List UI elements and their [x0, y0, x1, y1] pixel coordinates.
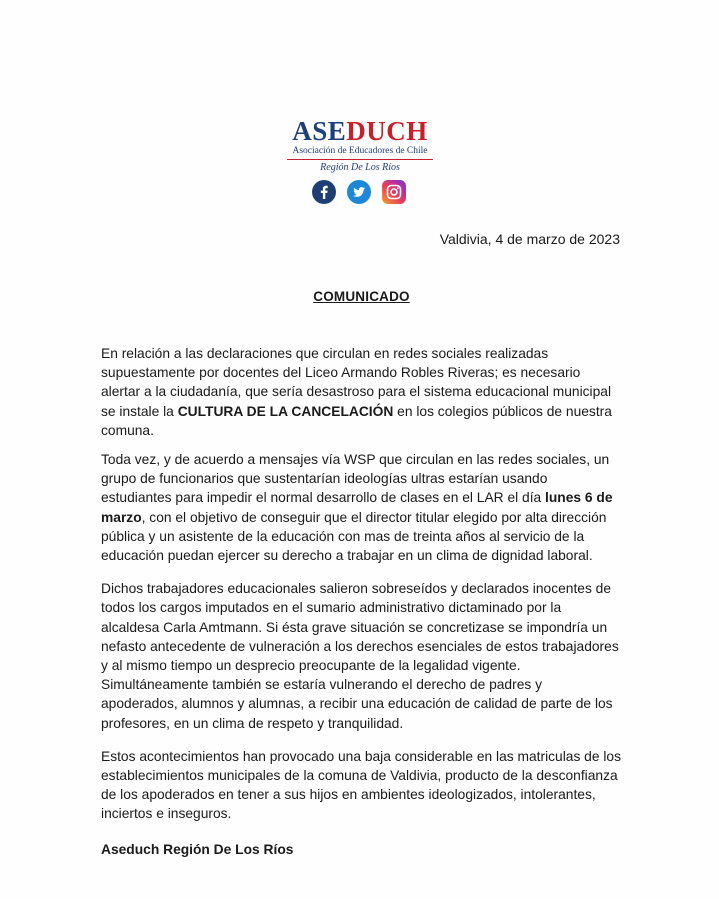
paragraph-1: [101, 344, 621, 440]
paragraph-1-text-a: En relación a las declaraciones que circulan en redes sociales realizadas supuestamente por docentes del Liceo Armando Robles Riveras; es necesario alertar a la ciudadanía, que sería desastroso para el sistema educacional municipal se instale la: [101, 346, 612, 419]
document-body: [101, 344, 621, 824]
twitter-icon[interactable]: [347, 180, 371, 204]
facebook-icon[interactable]: [312, 180, 336, 204]
paragraph-4: Estos acontecimientos han provocado una baja considerable en las matriculas de los establecimientos municipales de la comuna de Valdivia, producto de la desconfianza de los apoderados en tener a sus hijos en ambientes ideologizados, intolerantes, inciertos e inseguros.: [101, 748, 621, 822]
paragraph-2-text-a: Toda vez, y de acuerdo a mensajes vía WSP que circulan en las redes sociales, un grupo de funcionarios que sustentarían ideologías ultras estarían usando estudiantes para impedir el normal desarrollo de clases en el LAR el día: [101, 452, 610, 506]
paragraph-1-text-b: en los colegios públicos de nuestra comuna.: [101, 403, 612, 438]
paragraph-1-bold: CULTURA DE LA CANCELACIÓN: [177, 403, 394, 419]
document-date: Valdivia, 4 de marzo de 2023: [439, 231, 620, 247]
logo-word-ase: ASE: [292, 116, 347, 146]
instagram-icon[interactable]: [382, 180, 406, 204]
logo-region: Región De Los Ríos: [320, 162, 400, 173]
aseduch-logo: [287, 116, 433, 174]
logo-subtitle: Asociación de Educadores de Chile: [287, 146, 433, 160]
paragraph-3: Dichos trabajadores educacionales salieron sobreseídos y declarados inocentes de todos los cargos imputados en el sumario administrativo dictaminado por la alcaldesa Carla Amtmann. Si ésta grave situación se concretizase se impondría un nefasto antecedente de vulneración a los derechos esenciales de estos trabajadores y al mismo tiempo un desprecio preocupante de la legalidad vigente. Simultáneamente también se estaría vulnerando el derecho de padres y apoderados, alumnos y alumnas, a recibir una educación de calidad de parte de los profesores, en un clima de respeto y tranquilidad.: [101, 581, 619, 731]
social-icons: [312, 180, 406, 204]
signature: Aseduch Región De Los Ríos: [101, 842, 294, 857]
document-title: [0, 289, 719, 304]
title-text: COMUNICADO: [313, 289, 410, 304]
paragraph-2: [101, 450, 621, 565]
paragraph-2-text-b: , con el objetivo de conseguir que el director titular elegido por alta dirección pública y un asistente de la educación con mas de treinta años al servicio de la educación puedan ejercer su derecho a trabajar en un clima de dignidad laboral.: [101, 509, 607, 564]
logo-word-duch: DUCH: [346, 116, 428, 146]
logo-wordmark: [287, 116, 433, 146]
paragraph-2-bold: lunes 6 de marzo: [101, 490, 613, 525]
